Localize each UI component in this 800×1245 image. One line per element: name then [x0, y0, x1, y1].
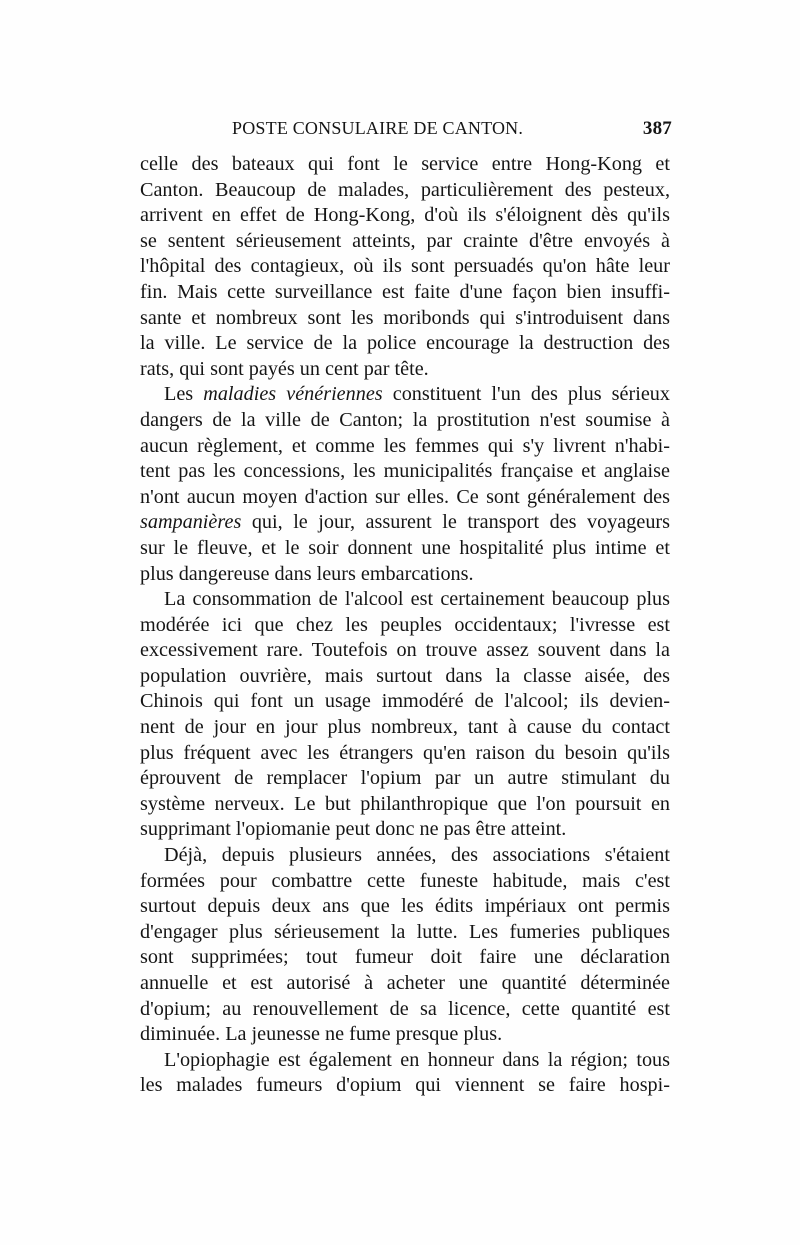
text-line: modérée ici que chez les peuples occidentaux; l'ivresse est — [140, 613, 670, 636]
text-line: se sentent sérieusement atteints, par crainte d'être envoyés à — [140, 229, 670, 252]
text-line: sante et nombreux sont les moribonds qui s'introduisent dans — [140, 306, 670, 329]
text-line-paragraph-end: rats, qui sont payés un cent par tête. — [140, 357, 429, 380]
text-line: système nerveux. Le but philanthropique que l'on poursuit en — [140, 792, 670, 815]
italic-term: maladies vénériennes — [203, 383, 383, 406]
text-line: n'ont aucun moyen d'action sur elles. Ce sont généralement des — [140, 485, 670, 508]
page-number: 387 — [642, 118, 672, 139]
text-line: fin. Mais cette surveillance est faite d'une façon bien insuffi- — [140, 280, 670, 303]
text-line: les malades fumeurs d'opium qui viennent se faire hospi- — [140, 1074, 670, 1097]
text-fragment: qui, le jour, assurent le transport des voyageurs — [241, 511, 670, 534]
text-line: arrivent en effet de Hong-Kong, d'où ils s'éloignent dès qu'ils — [140, 204, 670, 227]
text-line: d'engager plus sérieusement la lutte. Les fumeries publiques — [140, 920, 670, 943]
text-line-paragraph-start: Déjà, depuis plusieurs années, des associations s'étaient — [164, 844, 670, 867]
text-line: formées pour combattre cette funeste habitude, mais c'est — [140, 869, 670, 892]
text-line: plus fréquent avec les étrangers qu'en raison du besoin qu'ils — [140, 741, 670, 764]
text-line: population ouvrière, mais surtout dans la classe aisée, des — [140, 664, 670, 687]
text-line: sur le fleuve, et le soir donnent une hospitalité plus intime et — [140, 536, 670, 559]
text-line: nent de jour en jour plus nombreux, tant à cause du contact — [140, 716, 670, 739]
text-line: la ville. Le service de la police encourage la destruction des — [140, 332, 670, 355]
text-line: aucun règlement, et comme les femmes qui s'y livrent n'habi- — [140, 434, 670, 457]
text-line — [140, 510, 670, 536]
running-head — [140, 118, 670, 148]
text-line: celle des bateaux qui font le service entre Hong-Kong et — [140, 153, 670, 175]
text-line: l'hôpital des contagieux, où ils sont persuadés qu'on hâte leur — [140, 255, 670, 278]
text-line-paragraph-end: plus dangereuse dans leurs embarcations. — [140, 562, 474, 585]
text-line: Canton. Beaucoup de malades, particulièrement des pesteux, — [140, 178, 670, 201]
text-line-paragraph-start — [140, 382, 670, 408]
text-line: annuelle et est autorisé à acheter une quantité déterminée — [140, 972, 670, 994]
running-title: POSTE CONSULAIRE DE CANTON. — [232, 118, 524, 138]
text-line-paragraph-end: supprimant l'opiomanie peut donc ne pas être atteint. — [140, 818, 567, 841]
text-line: éprouvent de remplacer l'opium par un autre stimulant du — [140, 767, 670, 790]
text-line: sont supprimées; tout fumeur doit faire une déclaration — [140, 946, 670, 969]
text-line: surtout depuis deux ans que les édits impériaux ont permis — [140, 895, 670, 918]
text-line-paragraph-start: La consommation de l'alcool est certainement beaucoup plus — [164, 588, 670, 611]
text-line-paragraph-end: diminuée. La jeunesse ne fume presque plus. — [140, 1023, 503, 1046]
italic-term: sampanières — [140, 511, 242, 534]
text-fragment: constituent l'un des plus sérieux — [382, 383, 670, 406]
body-text — [140, 152, 670, 1099]
text-line: d'opium; au renouvellement de sa licence, cette quantité est — [140, 997, 670, 1020]
text-line-paragraph-start: L'opiophagie est également en honneur dans la région; tous — [164, 1048, 670, 1071]
text-line: excessivement rare. Toutefois on trouve assez souvent dans la — [140, 639, 670, 662]
text-line: Chinois qui font un usage immodéré de l'alcool; ils devien- — [140, 690, 670, 713]
text-fragment: Les — [164, 383, 204, 406]
text-line: dangers de la ville de Canton; la prostitution n'est soumise à — [140, 408, 670, 431]
text-line: tent pas les concessions, les municipalités française et anglaise — [140, 460, 670, 483]
